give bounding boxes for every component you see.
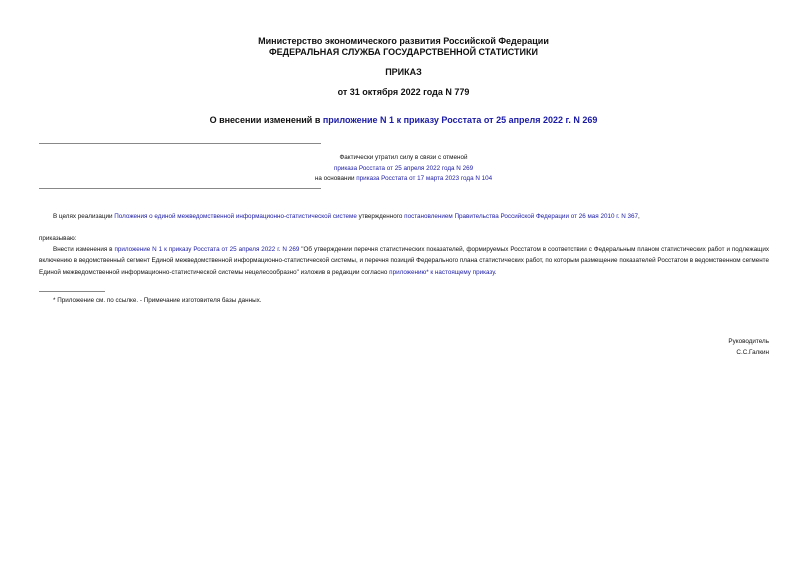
body-prefix: Внести изменения в <box>53 246 115 253</box>
preamble-link-2[interactable]: постановлением Правительства Российской Федерации от 26 мая 2010 г. N 367 <box>404 213 639 220</box>
service-name: ФЕДЕРАЛЬНАЯ СЛУЖБА ГОСУДАРСТВЕННОЙ СТАТИСТИКИ <box>269 47 538 57</box>
footnote-rule <box>39 291 105 292</box>
status-link-2[interactable]: приказа Росстата от 17 марта 2023 года N 104 <box>356 175 493 182</box>
ministry-name: Министерство экономического развития Российской Федерации <box>258 36 549 46</box>
body-suffix: . <box>494 268 497 276</box>
body-link-1[interactable]: приложение N 1 к приказу Росстата от 25 апреля 2022 г. N 269 <box>114 246 300 253</box>
preamble-paragraph <box>39 212 769 221</box>
preamble-mid: утвержденного <box>356 213 405 220</box>
status-line-3-prefix: на основании <box>314 175 357 182</box>
signature-name: С.С.Галкин <box>736 349 769 356</box>
status-link-1[interactable]: приказа Росстата от 25 апреля 2022 года N 269 <box>333 165 474 172</box>
body-text: "Об утверждении перечня статистических показателей, формируемых Росстатом в соответствии с Федеральным планом статистических работ и подлежащих включению в ведомственный сегмент Единой межведомственной информационно-статистической системы, и перечня позиций Федерального плана статистических работ, по которым размещение показателей Росстатом в ведомственном сегменте Единой межведомственной информационно-статистической системы нецелесообразно" изложив в редакции согласно <box>39 246 769 276</box>
status-top-rule <box>39 143 321 144</box>
preamble-link-1[interactable]: Положения о единой межведомственной информационно-статистической системе <box>114 213 357 220</box>
document-title <box>0 115 807 126</box>
status-line-1: Фактически утратил силу в связи с отменой <box>339 154 468 161</box>
status-line-2 <box>0 164 807 173</box>
footnote: * Приложение см. по ссылке. - Примечание изготовителя базы данных. <box>53 297 262 304</box>
title-link[interactable]: приложение N 1 к приказу Росстата от 25 апреля 2022 г. N 269 <box>322 115 598 125</box>
body-paragraph <box>39 244 769 278</box>
body-link-2[interactable]: приложению* к настоящему приказу <box>389 268 495 276</box>
signature-position: Руководитель <box>728 338 769 345</box>
document-date-number: от 31 октября 2022 года N 779 <box>337 87 470 97</box>
document-type: ПРИКАЗ <box>385 67 422 77</box>
status-bottom-rule <box>39 188 321 189</box>
preamble-suffix: , <box>638 213 640 220</box>
title-prefix: О внесении изменений в <box>209 115 323 125</box>
preamble-prefix: В целях реализации <box>53 213 115 220</box>
order-word: приказываю: <box>39 235 77 242</box>
status-line-3 <box>0 174 807 183</box>
